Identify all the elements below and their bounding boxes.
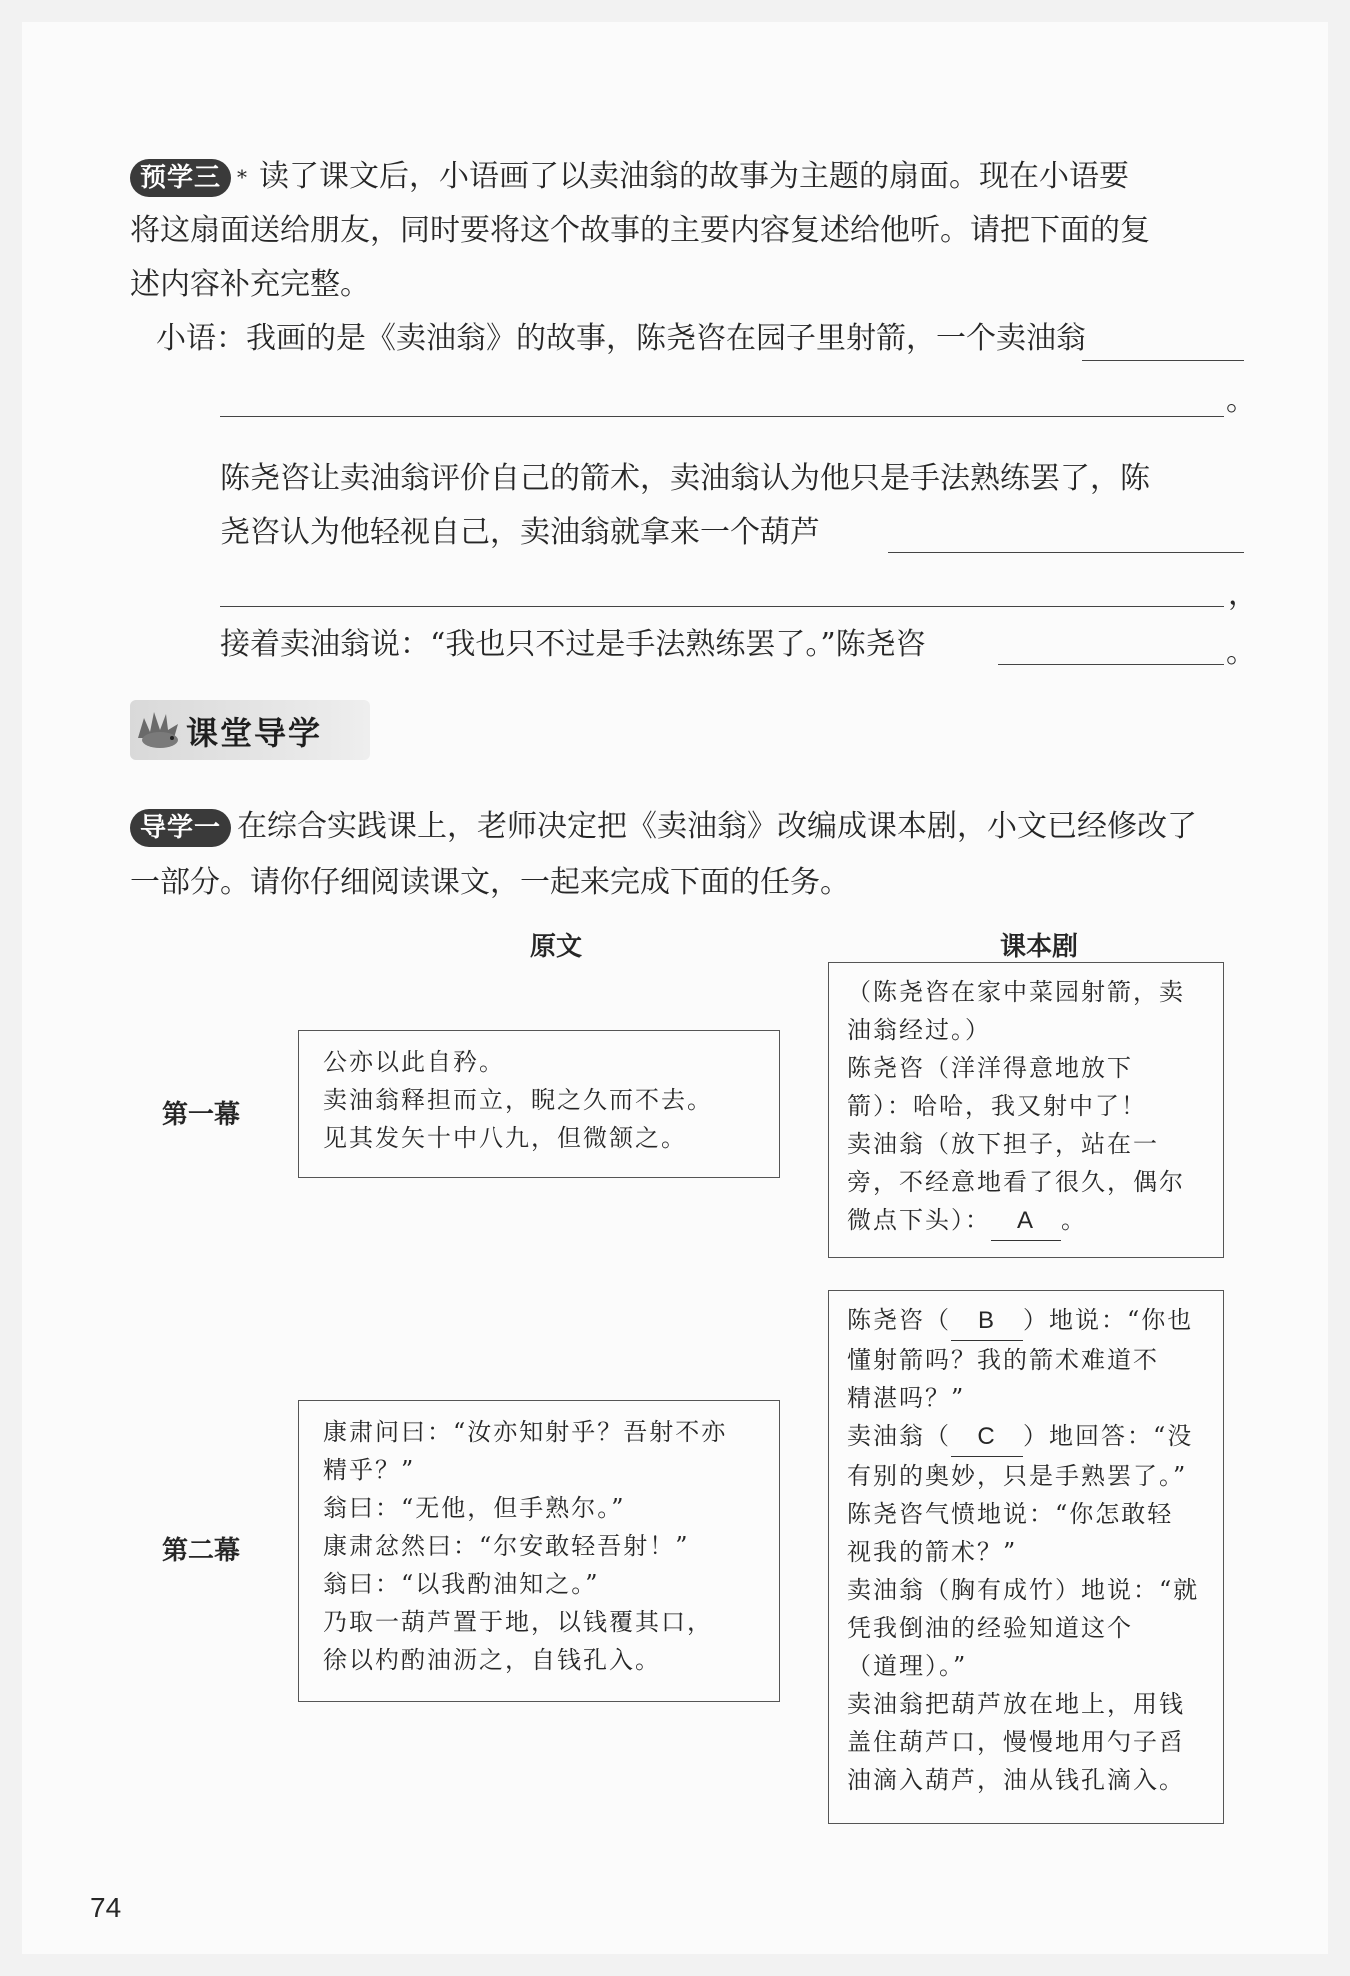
act1-label: 第一幕 bbox=[162, 1100, 241, 1130]
workbook-page bbox=[22, 22, 1328, 1954]
para3-line: 接着卖油翁说：“我也只不过是手法熟练罢了。”陈尧咨 bbox=[220, 627, 926, 662]
act1-original-line: 公亦以此自矜。 bbox=[323, 1048, 505, 1076]
act2-play-line: 有别的奥妙，只是手熟罢了。” bbox=[847, 1462, 1188, 1490]
act1-original-line: 见其发矢十中八九，但微颔之。 bbox=[323, 1124, 687, 1152]
act1-play-line: 卖油翁（放下担子，站在一 bbox=[847, 1130, 1159, 1158]
answer-slot-c[interactable]: C bbox=[951, 1418, 1023, 1457]
act2-play-suffix-c: ）地回答：“没 bbox=[1023, 1422, 1194, 1450]
blank-1b[interactable] bbox=[220, 416, 1224, 417]
act1-play-line: 旁，不经意地看了很久，偶尔 bbox=[847, 1168, 1185, 1196]
guide1-line1 bbox=[130, 800, 1197, 854]
preview3-text1: 读了课文后，小语画了以卖油翁的故事为主题的扇面。现在小语要 bbox=[259, 159, 1130, 194]
end-mark-1: 。 bbox=[1226, 383, 1256, 418]
act2-play-line: （道理）。” bbox=[847, 1652, 968, 1680]
act2-original-line: 翁曰：“无他，但手熟尔。” bbox=[323, 1494, 626, 1522]
act2-play-prefix-c: 卖油翁（ bbox=[847, 1422, 951, 1450]
act2-play-line: 盖住葫芦口，慢慢地用勺子舀 bbox=[847, 1728, 1185, 1756]
act2-original-line: 精乎？” bbox=[323, 1456, 416, 1484]
section-header bbox=[130, 700, 370, 760]
hedgehog-icon bbox=[134, 708, 182, 752]
xiaoyu-text: 小语：我画的是《卖油翁》的故事，陈尧咨在园子里射箭，一个卖油翁 bbox=[156, 321, 1086, 356]
act2-play-line: 卖油翁（胸有成竹）地说：“就 bbox=[847, 1576, 1200, 1604]
preview3-line1 bbox=[130, 150, 1270, 204]
act2-original-line: 徐以杓酌油沥之，自钱孔入。 bbox=[323, 1646, 661, 1674]
preview3-line3: 述内容补充完整。 bbox=[130, 267, 370, 302]
act1-original-box bbox=[298, 1030, 780, 1178]
answer-slot-a[interactable]: A bbox=[991, 1202, 1061, 1241]
end-mark-3: 。 bbox=[1226, 635, 1256, 670]
blank-3[interactable] bbox=[998, 664, 1224, 665]
act2-play-line: 陈尧咨气愤地说：“你怎敢轻 bbox=[847, 1500, 1174, 1528]
act2-original-line: 乃取一葫芦置于地，以钱覆其口， bbox=[323, 1608, 713, 1636]
act1-play-line-last bbox=[847, 1201, 1205, 1241]
act1-play-prefix: 微点下头）： bbox=[847, 1206, 991, 1234]
para2-line2: 尧咨认为他轻视自己，卖油翁就拿来一个葫芦 bbox=[220, 515, 820, 550]
act1-original-line: 卖油翁释担而立，睨之久而不去。 bbox=[323, 1086, 713, 1114]
act2-original-line: 康肃问曰：“汝亦知射乎？吾射不亦 bbox=[323, 1418, 728, 1446]
xiaoyu-line1 bbox=[156, 312, 1086, 366]
preview3-badge: 预学三 bbox=[130, 159, 231, 197]
act2-play-prefix-b: 陈尧咨（ bbox=[847, 1306, 951, 1334]
act1-play-line: （陈尧咨在家中菜园射箭，卖 bbox=[847, 978, 1185, 1006]
guide1-badge: 导学一 bbox=[130, 809, 231, 847]
blank-2b[interactable] bbox=[220, 606, 1224, 607]
para2-line1: 陈尧咨让卖油翁评价自己的箭术，卖油翁认为他只是手法熟练罢了，陈 bbox=[220, 461, 1150, 496]
act2-original-line: 翁曰：“以我酌油知之。” bbox=[323, 1570, 600, 1598]
col-play-heading: 课本剧 bbox=[1000, 932, 1079, 962]
act2-play-line: 卖油翁把葫芦放在地上，用钱 bbox=[847, 1690, 1185, 1718]
act1-play-line: 陈尧咨（洋洋得意地放下 bbox=[847, 1054, 1133, 1082]
act2-play-box bbox=[828, 1290, 1224, 1824]
act2-original-line: 康肃忿然曰：“尔安敢轻吾射！” bbox=[323, 1532, 690, 1560]
act2-play-line: 懂射箭吗？我的箭术难道不 bbox=[847, 1346, 1159, 1374]
blank-2a[interactable] bbox=[888, 552, 1244, 553]
asterisk-mark: * bbox=[237, 165, 248, 189]
col-original-heading: 原文 bbox=[530, 932, 583, 962]
act2-label: 第二幕 bbox=[162, 1536, 241, 1566]
act2-play-line-c bbox=[847, 1417, 1205, 1457]
guide1-text1: 在综合实践课上，老师决定把《卖油翁》改编成课本剧，小文已经修改了 bbox=[237, 809, 1198, 844]
act1-play-line: 箭）：哈哈，我又射中了！ bbox=[847, 1092, 1147, 1120]
guide1-line2: 一部分。请你仔细阅读课文，一起来完成下面的任务。 bbox=[130, 865, 850, 900]
section-title: 课堂导学 bbox=[186, 714, 323, 752]
act2-original-box bbox=[298, 1400, 780, 1702]
act2-play-suffix-b: ）地说：“你也 bbox=[1023, 1306, 1194, 1334]
act1-play-box bbox=[828, 962, 1224, 1258]
preview3-line2: 将这扇面送给朋友，同时要将这个故事的主要内容复述给他听。请把下面的复 bbox=[130, 213, 1150, 248]
blank-1a[interactable] bbox=[1082, 360, 1244, 361]
act2-play-line: 油滴入葫芦，油从钱孔滴入。 bbox=[847, 1766, 1185, 1794]
act2-play-line-b bbox=[847, 1301, 1205, 1341]
act1-play-suffix: 。 bbox=[1061, 1206, 1087, 1234]
page-number: 74 bbox=[90, 1892, 122, 1923]
end-mark-2: ， bbox=[1228, 577, 1258, 612]
answer-slot-b[interactable]: B bbox=[951, 1302, 1023, 1341]
act2-play-line: 凭我倒油的经验知道这个 bbox=[847, 1614, 1133, 1642]
act2-play-line: 精湛吗？” bbox=[847, 1384, 966, 1412]
act2-play-line: 视我的箭术？” bbox=[847, 1538, 1018, 1566]
act1-play-line: 油翁经过。） bbox=[847, 1016, 991, 1044]
